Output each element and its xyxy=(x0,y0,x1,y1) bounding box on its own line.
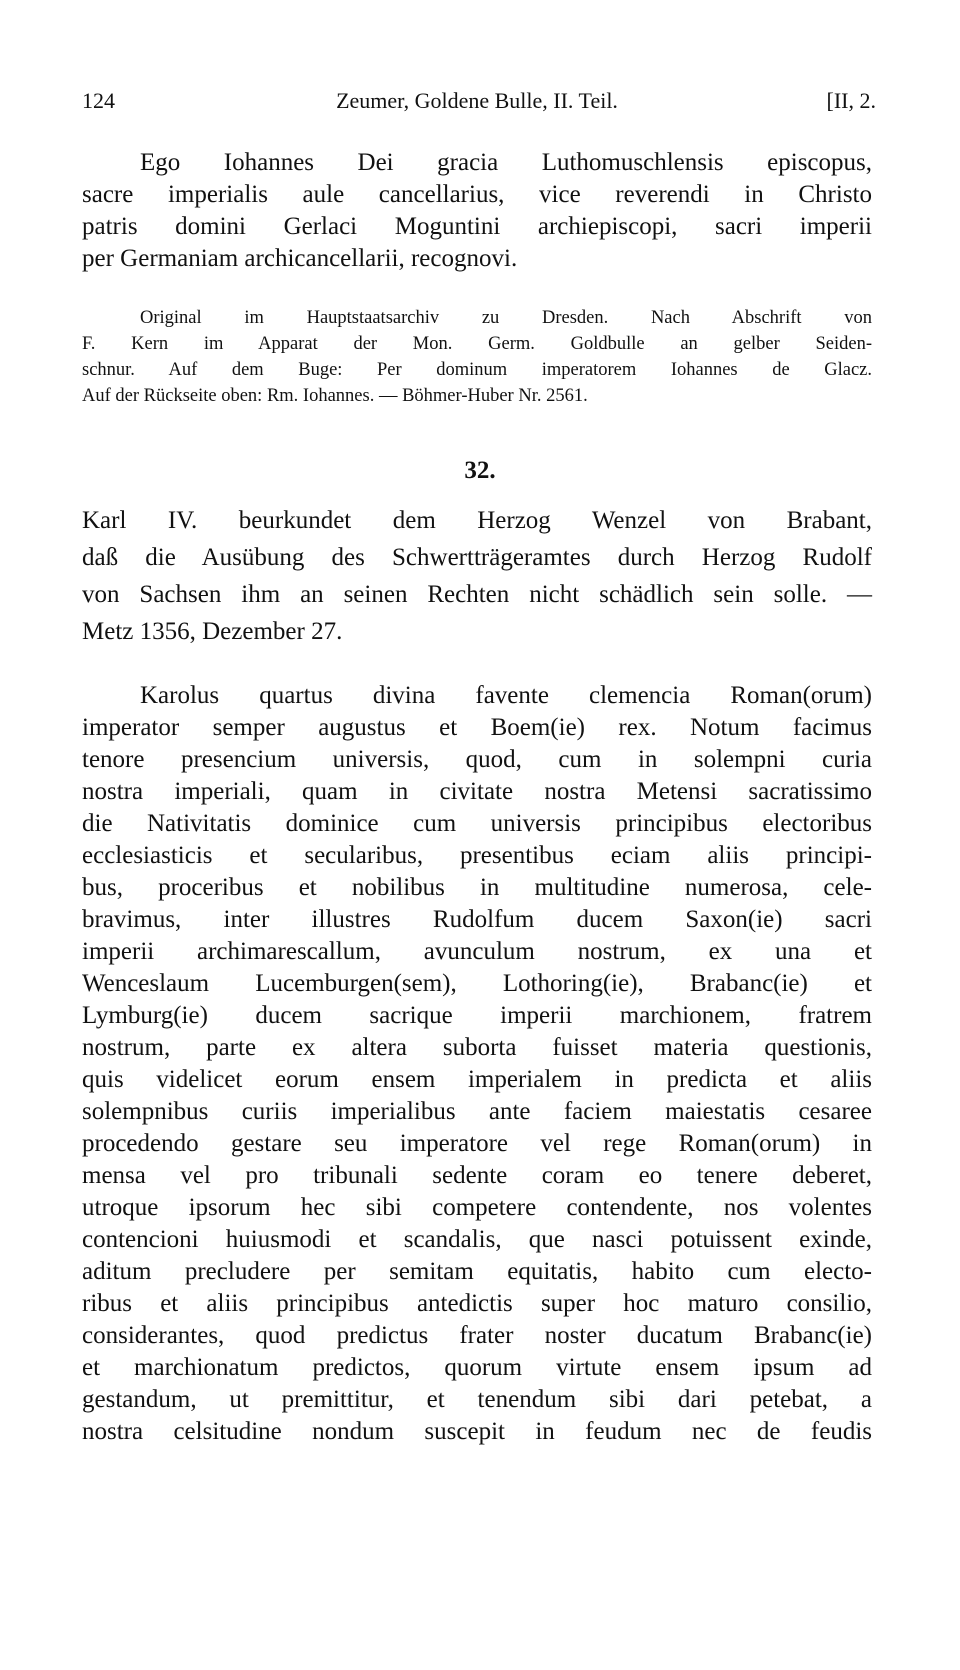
regest-line: daß die Ausübung des Schwertträgeramtes durch Herzog Rudolf xyxy=(82,544,872,571)
text-line: et marchionatum predictos, quorum virtute ensem ipsum ad xyxy=(82,1354,872,1381)
note-line: Original im Hauptstaatsarchiv zu Dresden. Nach Abschrift von xyxy=(140,308,872,328)
text-line: considerantes, quod predictus frater noster ducatum Brabanc(ie) xyxy=(82,1322,872,1349)
text-line: bus, proceribus et nobilibus in multitudine numerosa, cele- xyxy=(82,874,872,901)
text-line: Karolus quartus divina favente clemencia Roman(orum) xyxy=(140,682,872,709)
text-line: tenore presencium universis, quod, cum in solempni curia xyxy=(82,746,872,773)
text-line: Lymburg(ie) ducem sacrique imperii marchionem, fratrem xyxy=(82,1002,872,1029)
text-line: sacre imperialis aule cancellarius, vice reverendi in Christo xyxy=(82,181,872,208)
document-number: 32. xyxy=(464,457,496,484)
text-line: procedendo gestare seu imperatore vel rege Roman(orum) in xyxy=(82,1130,872,1157)
text-line: nostra imperiali, quam in civitate nostra Metensi sacratissimo xyxy=(82,778,872,805)
text-line: per Germaniam archicancellarii, recognovi. xyxy=(82,245,518,272)
text-line: quis videlicet eorum ensem imperialem in predicta et aliis xyxy=(82,1066,872,1093)
text-line: contencioni huiusmodi et scandalis, que nasci potuissent exinde, xyxy=(82,1226,872,1253)
text-line: nostra celsitudine nondum suscepit in feudum nec de feudis xyxy=(82,1418,872,1445)
text-line: ecclesiasticis et secularibus, presentibus eciam aliis principi- xyxy=(82,842,872,869)
text-line: aditum precludere per semitam equitatis, habito cum electo- xyxy=(82,1258,872,1285)
text-line: Ego Iohannes Dei gracia Luthomuschlensis episcopus, xyxy=(140,149,872,176)
text-line: nostrum, parte ex altera suborta fuisset materia questionis, xyxy=(82,1034,872,1061)
text-line: ribus et aliis principibus antedictis super hoc maturo consilio, xyxy=(82,1290,872,1317)
text-line: imperii archimarescallum, avunculum nostrum, ex una et xyxy=(82,938,872,965)
text-line: Wenceslaum Lucemburgen(sem), Lothoring(ie), Brabanc(ie) et xyxy=(82,970,872,997)
recognition-paragraph xyxy=(82,147,872,275)
text-line: gestandum, ut premittitur, et tenendum sibi dari petebat, a xyxy=(82,1386,872,1413)
text-line: imperator semper augustus et Boem(ie) rex. Notum facimus xyxy=(82,714,872,741)
note-line: F. Kern im Apparat der Mon. Germ. Goldbulle an gelber Seiden- xyxy=(82,334,872,354)
text-line: die Nativitatis dominice cum universis principibus electoribus xyxy=(82,810,872,837)
regest-line: von Sachsen ihm an seinen Rechten nicht schädlich sein solle. — xyxy=(82,581,872,608)
section-reference: [II, 2. xyxy=(826,88,876,113)
page-number: 124 xyxy=(82,88,115,113)
text-line: mensa vel pro tribunali sedente coram eo tenere deberet, xyxy=(82,1162,872,1189)
text-line: patris domini Gerlaci Moguntini archiepiscopi, sacri imperii xyxy=(82,213,872,240)
text-line: bravimus, inter illustres Rudolfum ducem Saxon(ie) sacri xyxy=(82,906,872,933)
running-title: Zeumer, Goldene Bulle, II. Teil. xyxy=(336,88,618,113)
note-line: Auf der Rückseite oben: Rm. Iohannes. — Böhmer-Huber Nr. 2561. xyxy=(82,386,588,406)
source-note xyxy=(82,305,872,409)
running-header xyxy=(82,88,876,118)
document-text xyxy=(82,680,872,1448)
text-line: solempnibus curiis imperialibus ante faciem maiestatis cesaree xyxy=(82,1098,872,1125)
regest-line: Metz 1356, Dezember 27. xyxy=(82,618,343,645)
regest-heading xyxy=(82,502,872,650)
text-line: utroque ipsorum hec sibi competere contendente, nos volentes xyxy=(82,1194,872,1221)
note-line: schnur. Auf dem Buge: Per dominum imperatorem Iohannes de Glacz. xyxy=(82,360,872,380)
regest-line: Karl IV. beurkundet dem Herzog Wenzel von Brabant, xyxy=(82,507,872,534)
